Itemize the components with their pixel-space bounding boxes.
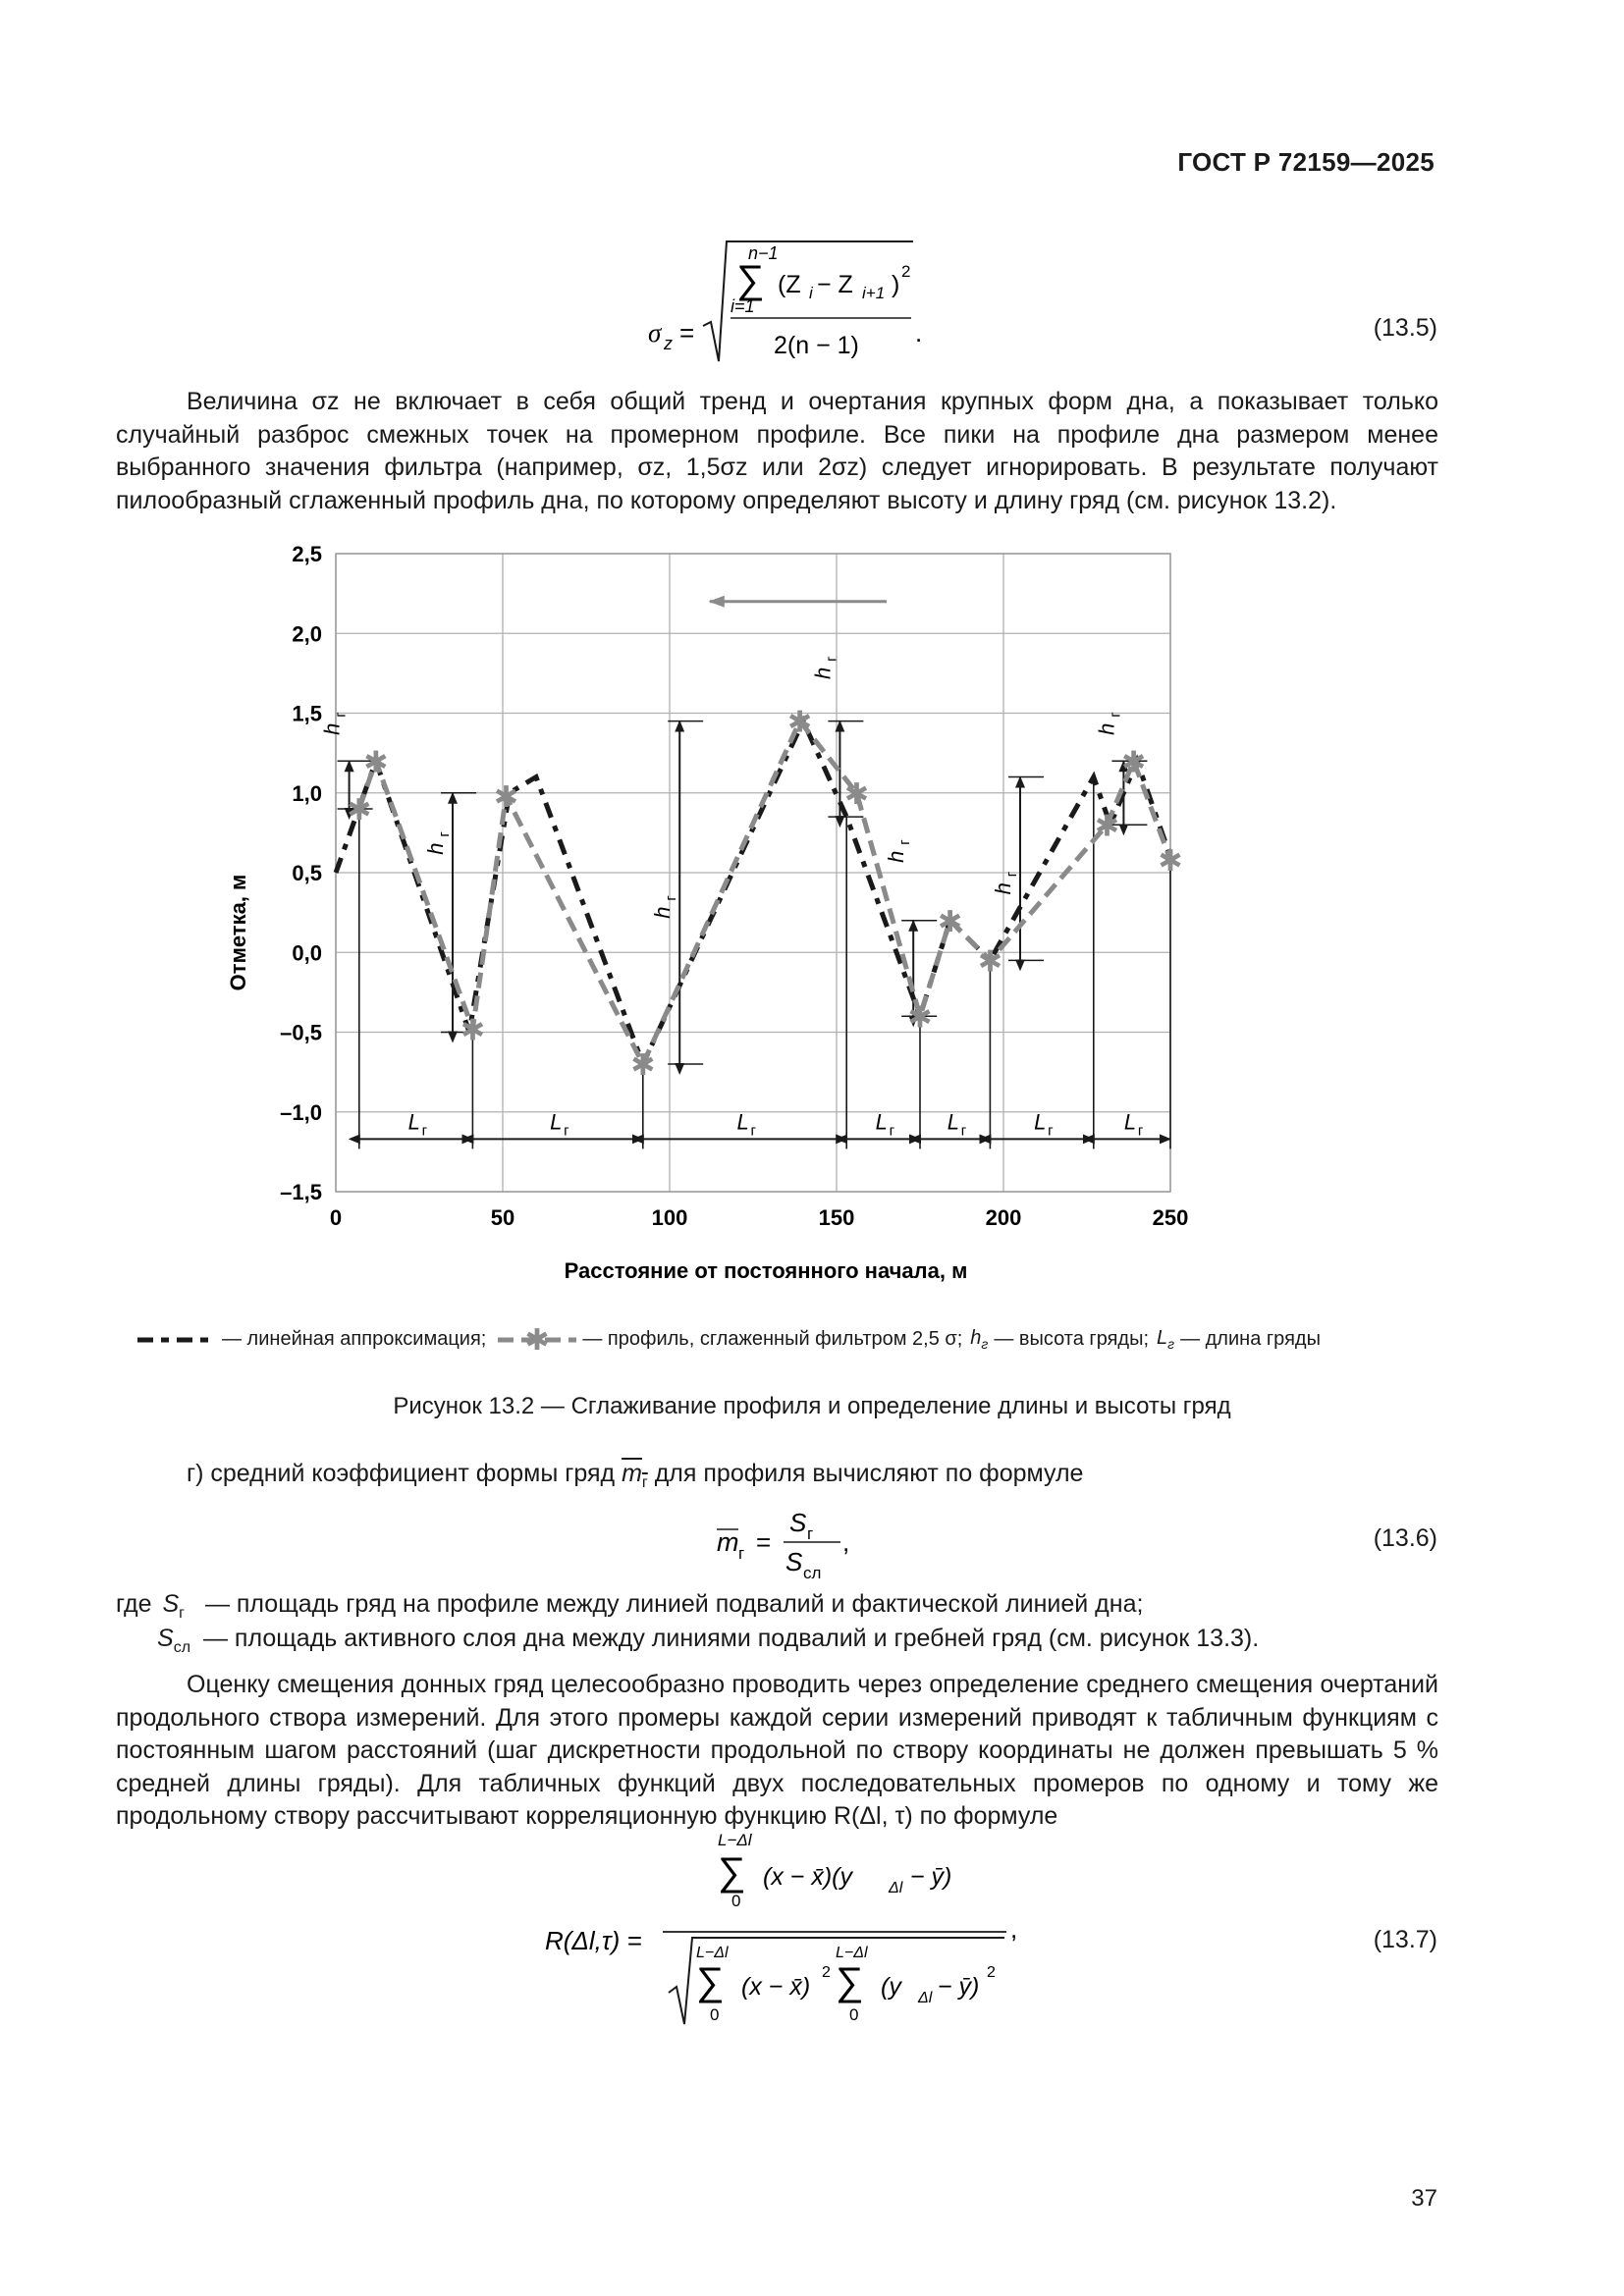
num-s: S xyxy=(789,1508,807,1537)
data-point-star: ✱ xyxy=(363,745,389,780)
legend-hr-sub: г xyxy=(981,1336,989,1352)
den-expr2-sub: Δl xyxy=(918,1990,933,2006)
length-label: L xyxy=(550,1109,563,1135)
paragraph-g-suffix: для профиля вычисляют по формуле xyxy=(654,1460,1084,1487)
legend-linear: — линейная аппроксимация; xyxy=(222,1328,487,1350)
height-label: h xyxy=(1094,722,1119,735)
height-label-sub: г xyxy=(896,839,914,845)
legend-lr-sub: г xyxy=(1167,1336,1175,1352)
figure-caption: Рисунок 13.2 — Сглаживание профиля и определение длины и высоты гряд xyxy=(393,1393,1231,1419)
num-close: ) xyxy=(892,271,900,298)
num-sum-top: L−Δl xyxy=(718,1831,752,1849)
x-tick-label: 150 xyxy=(818,1205,855,1230)
height-label-sub: г xyxy=(1003,871,1020,878)
x-tick-label: 0 xyxy=(329,1205,343,1230)
equation-13-6-graphic xyxy=(707,1502,903,1580)
sum-bottom: i=1 xyxy=(731,296,755,316)
where-word: где xyxy=(116,1590,152,1618)
data-point-star: ✱ xyxy=(977,944,1002,980)
num-sub-i: i xyxy=(809,284,813,302)
profile-chart xyxy=(147,540,1375,1296)
den-s: S xyxy=(785,1547,803,1576)
sum-top: n−1 xyxy=(748,243,779,263)
length-label: L xyxy=(947,1109,959,1135)
m-sub: г xyxy=(641,1474,648,1491)
y-tick-label: –1,5 xyxy=(280,1180,322,1204)
height-label: h xyxy=(423,842,448,855)
data-point-star: ✱ xyxy=(630,1048,656,1083)
height-label: h xyxy=(650,906,676,919)
length-label: L xyxy=(1034,1109,1047,1135)
sigma-sub: z xyxy=(664,334,673,353)
den-sum2-symbol: ∑ xyxy=(836,1960,864,2003)
where-sg-sub: г xyxy=(179,1605,185,1622)
equals-sign-2: = xyxy=(756,1527,772,1557)
data-point-star: ✱ xyxy=(1121,745,1147,780)
height-label-sub: г xyxy=(332,712,350,718)
height-label-sub: г xyxy=(1107,712,1124,718)
den-sum2-top: L−Δl xyxy=(836,1945,868,1961)
num-sum-symbol: ∑ xyxy=(718,1850,746,1894)
comma: , xyxy=(842,1527,850,1557)
data-point-star: ✱ xyxy=(938,904,963,939)
paragraph-correlation-text: Оценку смещения донных гряд целесообразно проводить через определение среднего смещения очертаний продольного створа измерений. Для этого промеры каждой серии измерений приводят к табличным функциям с постоянным шагом расстояний (шаг дискретности продольной по створу координаты не должен превышать 5 % средней длины гряды). Для табличных функций двух последовательных промеров по одному и тому же продольному створу рассчитывают корреляционную функцию R(Δl, τ) по формуле xyxy=(116,1671,1438,1830)
where-sg: S xyxy=(162,1590,180,1618)
data-point-star: ✱ xyxy=(1158,844,1183,879)
num-expr-sub: Δl xyxy=(889,1880,903,1896)
legend-hr-text: — высота гряды; xyxy=(994,1328,1150,1350)
where-line-2 xyxy=(157,1625,1259,1657)
height-label-group xyxy=(884,839,913,863)
den-expr2-end: − ȳ) xyxy=(938,1973,980,2001)
num-power: 2 xyxy=(901,262,911,281)
num-sub-i1: i+1 xyxy=(862,284,886,302)
y-tick-label: 2,5 xyxy=(292,542,322,566)
where-ssl: S xyxy=(157,1625,174,1652)
data-point-star: ✱ xyxy=(460,1013,485,1048)
num-s-sub: г xyxy=(807,1524,814,1543)
m-bar: m xyxy=(717,1527,739,1557)
y-axis-label: Отметка, м xyxy=(226,874,250,991)
den-expr2: (y xyxy=(881,1973,901,2001)
series-layer xyxy=(336,706,1183,1083)
where-ssl-text: — площадь активного слоя дна между линиями подвалий и гребней гряд (см. рисунок 13.3). xyxy=(202,1625,1260,1652)
data-point-star: ✱ xyxy=(787,705,813,740)
num-sum-bottom: 0 xyxy=(731,1892,741,1910)
m-bar-sub: г xyxy=(738,1544,745,1563)
height-label-group xyxy=(423,831,453,855)
den-s-sub: сл xyxy=(803,1564,822,1580)
x-axis-label: Расстояние от постоянного начала, м xyxy=(564,1258,968,1283)
legend-smoothed: — профиль, сглаженный фильтром 2,5 σ; xyxy=(582,1328,963,1350)
paragraph-correlation xyxy=(116,1669,1438,1834)
height-label: h xyxy=(810,667,836,679)
annotation-layer xyxy=(320,602,1170,1149)
data-point-star: ✱ xyxy=(843,776,869,812)
num-expr-end: − ȳ) xyxy=(910,1863,952,1891)
svg-text:✱: ✱ xyxy=(524,1327,550,1352)
den-expr2-pow: 2 xyxy=(987,1964,996,1981)
legend-lr-text: — длина гряды xyxy=(1180,1328,1321,1350)
y-tick-label: 0,0 xyxy=(292,940,322,966)
data-point-star: ✱ xyxy=(347,793,372,828)
equation-number-13-7: (13.7) xyxy=(1373,1926,1437,1953)
den-sum1-bottom: 0 xyxy=(710,2005,720,2024)
x-tick-label: 100 xyxy=(651,1205,688,1230)
standard-header: ГОСТ Р 72159—2025 xyxy=(1177,147,1435,177)
height-label-group xyxy=(991,871,1020,894)
den-expr1-pow: 2 xyxy=(822,1964,831,1981)
den-sum2-bottom: 0 xyxy=(849,2005,859,2024)
where-sg-text: — площадь гряд на профиле между линией подвалий и фактической линией дна; xyxy=(204,1590,1144,1618)
where-line-1 xyxy=(116,1590,1143,1623)
length-label: L xyxy=(407,1109,420,1135)
y-tick-label: 2,0 xyxy=(292,621,322,647)
height-label-sub: г xyxy=(663,895,680,901)
equation-13-7-graphic xyxy=(535,1828,1046,2044)
period: . xyxy=(915,318,923,347)
den-sum1-top: L−Δl xyxy=(696,1945,729,1961)
length-label-sub: г xyxy=(750,1122,756,1140)
y-tick-label: –1,0 xyxy=(280,1099,322,1125)
equation-13-5-graphic xyxy=(628,228,943,375)
length-label: L xyxy=(875,1109,888,1135)
height-label-group xyxy=(1094,712,1123,735)
equals-sign: = xyxy=(679,318,695,347)
legend-hr-symbol xyxy=(970,1327,988,1352)
y-tick-label: –0,5 xyxy=(280,1020,322,1045)
height-label: h xyxy=(991,882,1015,895)
height-label: h xyxy=(319,722,345,735)
length-label-sub: г xyxy=(1137,1122,1144,1140)
x-tick-label: 200 xyxy=(985,1205,1022,1230)
legend-hr-letter: h xyxy=(970,1327,982,1349)
legend-lr-letter: L xyxy=(1157,1327,1168,1349)
length-label-sub: г xyxy=(889,1122,895,1140)
x-tick-label: 50 xyxy=(490,1205,515,1230)
num-part1: (Z xyxy=(778,271,801,298)
y-tick-label: 1,0 xyxy=(292,780,322,806)
equation-number-13-5: (13.5) xyxy=(1373,314,1437,342)
y-tick-label: 0,5 xyxy=(292,861,322,885)
num-expr: (x − x̄)(y xyxy=(763,1863,852,1891)
length-label-sub: г xyxy=(564,1122,569,1140)
height-label-sub: г xyxy=(823,656,840,662)
page-number: 37 xyxy=(1411,2185,1437,2212)
height-label: h xyxy=(884,850,909,863)
sum-symbol: ∑ xyxy=(736,258,765,301)
height-label-sub: г xyxy=(436,831,453,837)
comma-2: , xyxy=(1010,1914,1018,1944)
den-expr1: (x − x̄) xyxy=(741,1973,811,2001)
height-label-group xyxy=(810,656,839,679)
grid-layer xyxy=(336,554,1170,1192)
num-part2: − Z xyxy=(817,271,853,298)
length-label: L xyxy=(1123,1109,1137,1135)
paragraph-g-prefix: г) средний коэффициент формы гряд xyxy=(187,1460,616,1487)
length-label-sub: г xyxy=(1048,1122,1054,1140)
den-sum1-symbol: ∑ xyxy=(696,1960,725,2003)
where-ssl-sub: сл xyxy=(173,1639,191,1656)
height-label-group xyxy=(320,712,350,735)
m-bar-symbol xyxy=(622,1460,648,1491)
paragraph-form-coefficient xyxy=(116,1458,1438,1500)
sigma-symbol: σ xyxy=(648,318,662,347)
length-label-sub: г xyxy=(421,1122,428,1140)
chart-legend xyxy=(135,1327,1321,1352)
paragraph-sigma xyxy=(116,386,1438,517)
height-label-group xyxy=(650,895,679,919)
data-point-star: ✱ xyxy=(907,1000,933,1036)
legend-lr-symbol xyxy=(1157,1327,1174,1352)
denominator: 2(n − 1) xyxy=(774,332,859,359)
r-lhs: R(Δl,τ) = xyxy=(545,1926,642,1955)
x-tick-label: 250 xyxy=(1152,1205,1189,1230)
length-label: L xyxy=(736,1109,749,1135)
equation-number-13-6: (13.6) xyxy=(1373,1524,1437,1552)
paragraph-sigma-text: Величина σz не включает в себя общий тренд и очертания крупных форм дна, а показывает только случайный разброс смежных точек на промерном профиле. Все пики на профиле дна размером менее выбранного значения фильтра (например, σz, 1,5σz или 2σz) следует игнорировать. В результате получают пилообразный сглаженный профиль дна, по которому определяют высоту и длину гряд (см. рисунок 13.2). xyxy=(116,388,1438,514)
length-label-sub: г xyxy=(960,1122,967,1140)
m-letter: m xyxy=(622,1460,642,1487)
data-point-star: ✱ xyxy=(493,780,518,815)
legend-line-gray-star-icon xyxy=(496,1328,578,1352)
y-tick-label: 1,5 xyxy=(292,701,322,726)
data-point-star: ✱ xyxy=(1094,809,1119,844)
legend-line-black-icon xyxy=(135,1330,218,1350)
